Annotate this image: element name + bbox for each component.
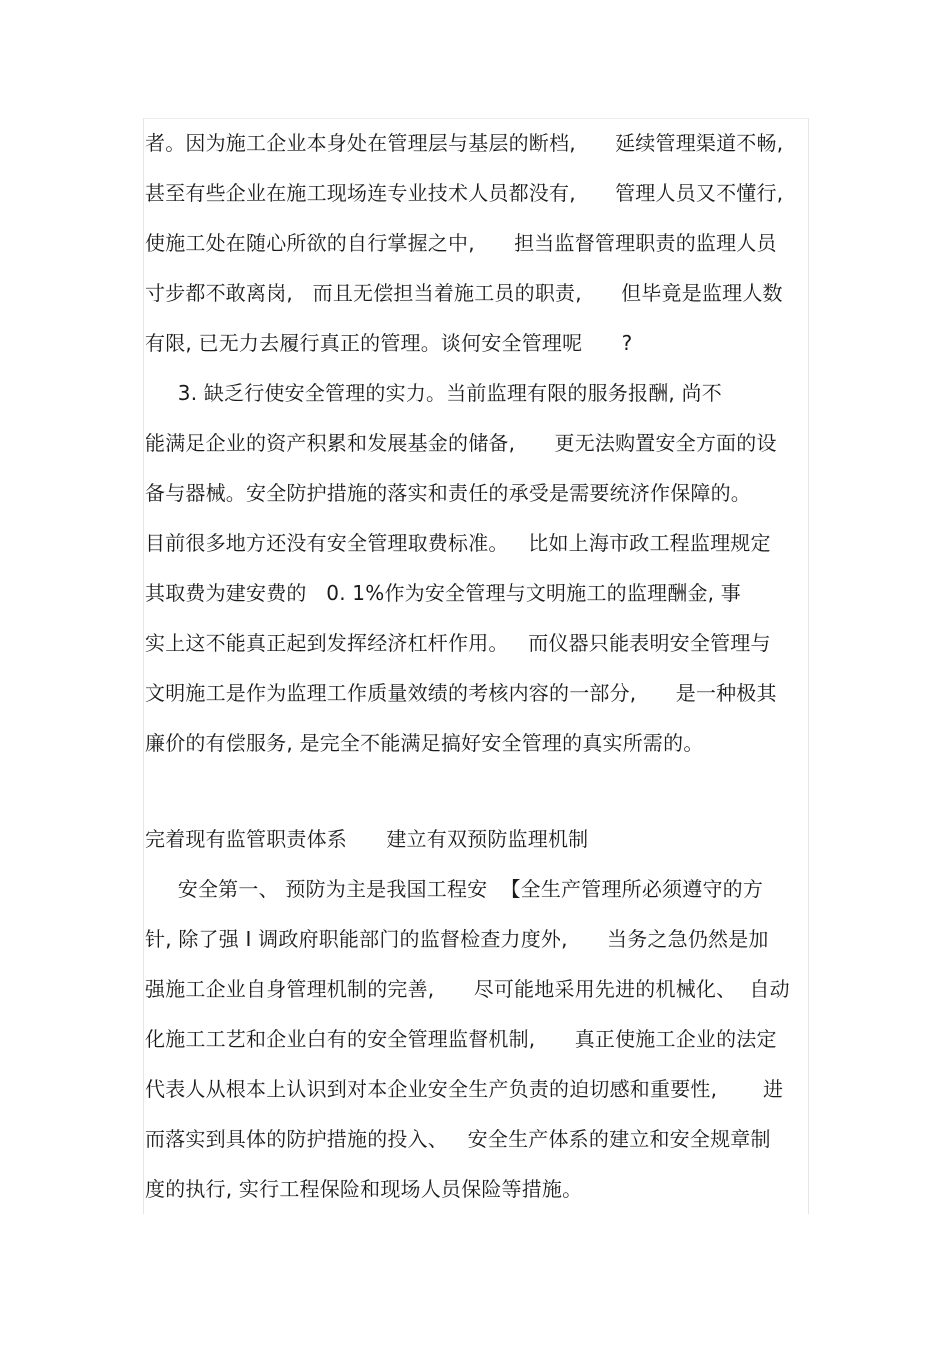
text-line: 化施工工艺和企业白有的安全管理监督机制, 真正使施工企业的法定 xyxy=(145,1027,777,1051)
text-line: 其取费为建安费的 0. 1%作为安全管理与文明施工的监理酬金, 事 xyxy=(145,581,741,605)
text-line: 安全第一、 预防为主是我国工程安 【全生产管理所必须遵守的方 xyxy=(145,877,764,901)
text-line: 强施工企业自身管理机制的完善, 尽可能地采用先进的机械化、 自动 xyxy=(145,977,790,1001)
text-line: 度的执行, 实行工程保险和现场人员保险等措施。 xyxy=(145,1177,583,1201)
text-line: 3. 缺乏行使安全管理的实力。当前监理有限的服务报酬, 尚不 xyxy=(145,381,722,405)
text-line: 甚至有些企业在施工现场连专业技术人员都没有, 管理人员又不懂行, xyxy=(145,181,784,205)
text-line: 寸步都不敢离岗, 而且无偿担当着施工员的职责, 但毕竟是监理人数 xyxy=(145,281,783,305)
text-line: 者。因为施工企业本身处在管理层与基层的断档, 延续管理渠道不畅, xyxy=(145,131,784,155)
paragraph-gap xyxy=(145,773,810,819)
text-line: 针, 除了强 I 调政府职能部门的监督检查力度外, 当务之急仍然是加 xyxy=(145,927,769,951)
document-body xyxy=(145,123,810,1219)
text-line: 备与器械。安全防护措施的落实和责任的承受是需要统济作保障的。 xyxy=(145,481,751,505)
text-line: 代表人从根本上认识到对本企业安全生产负责的迫切感和重要性, 进 xyxy=(145,1077,784,1101)
text-line: 有限, 已无力去履行真正的管理。谈何安全管理呢 ? xyxy=(145,331,633,355)
text-line: 而落实到具体的防护措施的投入、 安全生产体系的建立和安全规章制 xyxy=(145,1127,771,1151)
text-line: 文明施工是作为监理工作质量效绩的考核内容的一部分, 是一种极其 xyxy=(145,681,777,705)
text-line: 使施工处在随心所欲的自行掌握之中, 担当监督管理职责的监理人员 xyxy=(145,231,777,255)
text-line: 能满足企业的资产积累和发展基金的储备, 更无法购置安全方面的设 xyxy=(145,431,777,455)
text-line: 廉价的有偿服务, 是完全不能满足搞好安全管理的真实所需的。 xyxy=(145,731,704,755)
text-line: 目前很多地方还没有安全管理取费标准。 比如上海市政工程监理规定 xyxy=(145,531,771,555)
text-line: 实上这不能真正起到发挥经济杠杆作用。 而仪器只能表明安全管理与 xyxy=(145,631,771,655)
section-heading: 完着现有监管职责体系 建立有双预防监理机制 xyxy=(145,827,589,851)
